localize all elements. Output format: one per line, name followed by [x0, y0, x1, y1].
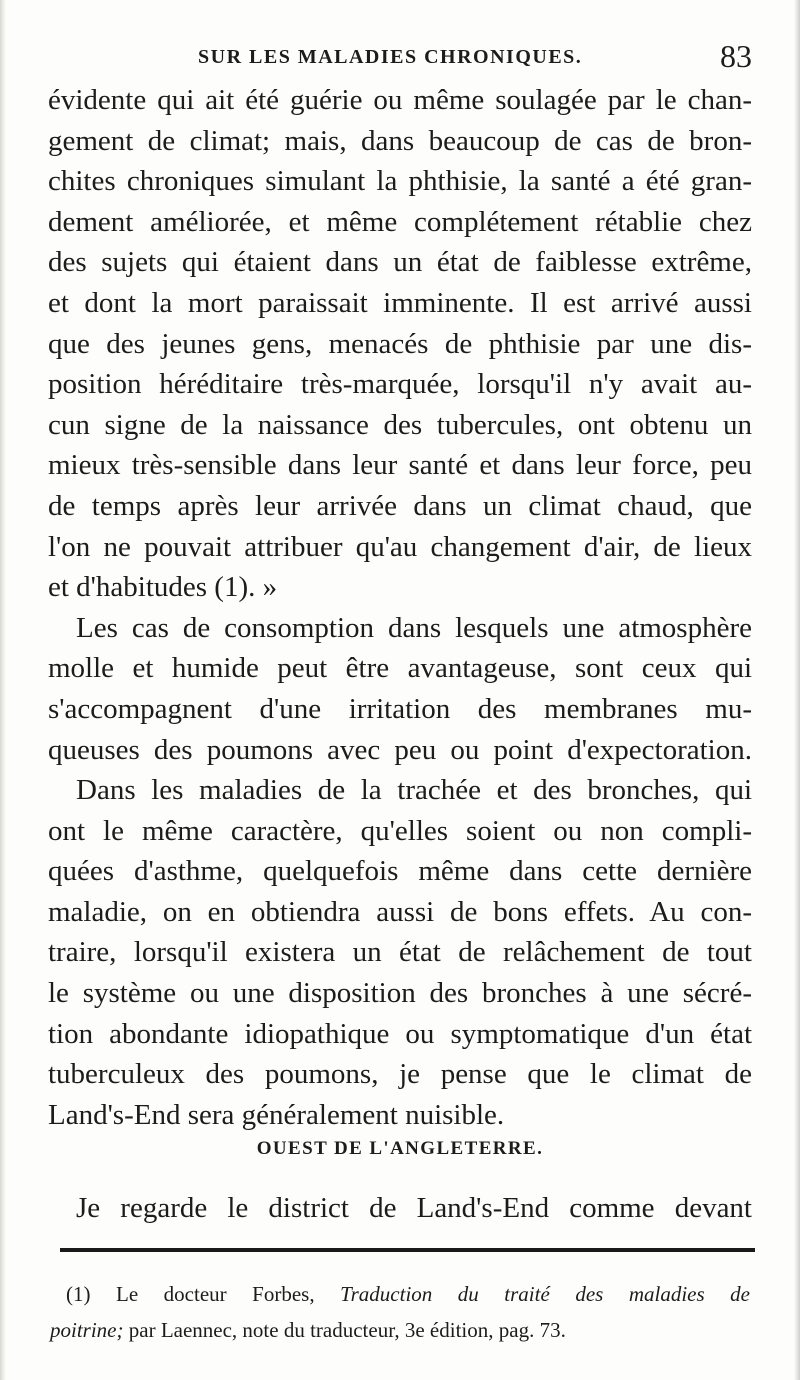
- text-line: gement de climat; mais, dans beaucoup de cas de bron-: [48, 124, 752, 157]
- footnote-line-2: [50, 1312, 750, 1348]
- footnote-reference: par Laennec, note du traducteur, 3e édition, pag. 73.: [128, 1318, 566, 1342]
- body-text: [48, 80, 752, 1135]
- text-line: l'on ne pouvait attribuer qu'au changement d'air, de lieux: [48, 530, 752, 563]
- section-first-line-wrap: [48, 1188, 752, 1229]
- text-line: et d'habitudes (1). »: [48, 571, 278, 604]
- page-number: 83: [720, 38, 752, 74]
- section-heading: OUEST DE L'ANGLETERRE.: [256, 1138, 544, 1159]
- scan-edge-right: [794, 0, 800, 1380]
- footnote: [50, 1276, 750, 1348]
- text-line: et dont la mort paraissait imminente. Il est arrivé aussi: [48, 286, 752, 319]
- running-title: SUR LES MALADIES CHRONIQUES.: [198, 46, 583, 68]
- text-line: ont le même caractère, qu'elles soient ou non compli-: [48, 814, 752, 847]
- footnote-line-1: [50, 1276, 750, 1312]
- paragraph-start: Dans les maladies de la trachée et des bronches, qui: [76, 774, 752, 807]
- text-line: que des jeunes gens, menacés de phthisie par une dis-: [48, 327, 752, 360]
- scan-edge-left: [0, 0, 6, 1380]
- paragraph-start: Les cas de consomption dans lesquels une atmosphère: [76, 611, 752, 644]
- text-line: molle et humide peut être avantageuse, sont ceux qui: [48, 652, 752, 685]
- text-line: des sujets qui étaient dans un état de faiblesse extrême,: [48, 246, 752, 279]
- footnote-marker: (1): [66, 1282, 91, 1306]
- text-line: mieux très-sensible dans leur santé et dans leur force, peu: [48, 449, 752, 482]
- paragraph-start: Je regarde le district de Land's-End comme devant: [76, 1192, 752, 1224]
- text-line: s'accompagnent d'une irritation des membranes mu-: [48, 692, 752, 725]
- text-line: tuberculeux des poumons, je pense que le climat de: [48, 1058, 752, 1091]
- text-line: Land's-End sera généralement nuisible.: [48, 1098, 505, 1131]
- footnote-title: Traduction du traité des maladies de: [340, 1282, 750, 1306]
- text-line: dement améliorée, et même complétement rétablie chez: [48, 205, 752, 238]
- text-line: de temps après leur arrivée dans un climat chaud, que: [48, 489, 752, 522]
- running-head: [48, 38, 760, 74]
- text-line: chites chroniques simulant la phthisie, la santé a été gran-: [48, 165, 752, 198]
- footnote-author: Le docteur Forbes,: [116, 1282, 315, 1306]
- text-line: quées d'asthme, quelquefois même dans cette dernière: [48, 855, 752, 888]
- text-line: queuses des poumons avec peu ou point d'expectoration.: [48, 733, 752, 766]
- text-line: tion abondante idiopathique ou symptomatique d'un état: [48, 1017, 752, 1050]
- footnote-rule: [60, 1248, 755, 1252]
- text-line: traire, lorsqu'il existera un état de relâchement de tout: [48, 936, 752, 969]
- text-line: le système ou une disposition des bronches à une sécré-: [48, 977, 752, 1010]
- text-line: évidente qui ait été guérie ou même soulagée par le chan-: [48, 84, 752, 116]
- text-line: cun signe de la naissance des tubercules, ont obtenu un: [48, 408, 752, 441]
- footnote-title-continued: poitrine;: [50, 1318, 124, 1342]
- text-line: maladie, on en obtiendra aussi de bons effets. Au con-: [48, 895, 752, 928]
- text-line: position héréditaire très-marquée, lorsqu'il n'y avait au-: [48, 368, 752, 401]
